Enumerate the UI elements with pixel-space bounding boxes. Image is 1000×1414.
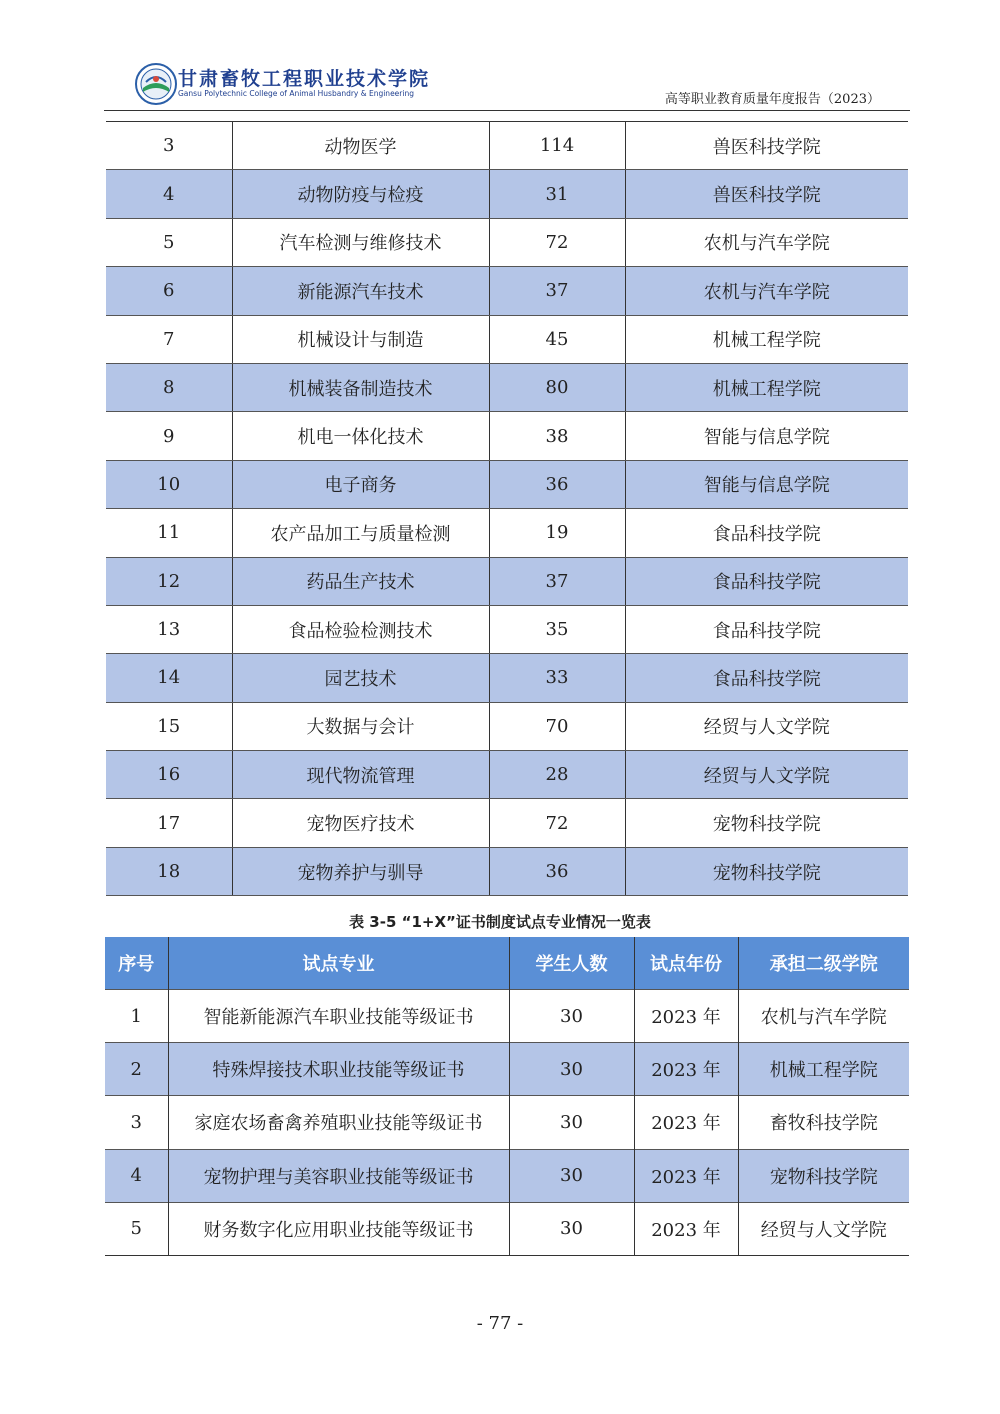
header-no: 序号	[105, 937, 168, 990]
cell-no: 8	[106, 363, 232, 411]
school-english-name: Gansu Polytechnic College of Animal Husbandry & Engineering	[178, 89, 414, 98]
report-title: 高等职业教育质量年度报告（2023）	[664, 92, 880, 107]
cell-major: 财务数字化应用职业技能等级证书	[168, 1202, 509, 1255]
table-row	[106, 315, 908, 363]
cell-students: 30	[509, 1096, 634, 1149]
cell-college: 畜牧科技学院	[738, 1096, 909, 1149]
table-row	[106, 412, 908, 460]
cell-no: 5	[106, 218, 232, 266]
cell-college: 智能与信息学院	[625, 460, 908, 508]
cell-major: 食品检验检测技术	[232, 605, 489, 653]
header-year: 试点年份	[634, 937, 738, 990]
table-row	[106, 605, 908, 653]
table-row	[106, 267, 908, 315]
cell-no: 5	[105, 1202, 168, 1255]
cell-year: 2023 年	[634, 1202, 738, 1255]
cell-college: 食品科技学院	[625, 557, 908, 605]
table-row	[105, 1043, 909, 1096]
cell-students: 30	[509, 1202, 634, 1255]
cell-major: 智能新能源汽车职业技能等级证书	[168, 990, 509, 1043]
cell-college: 机械工程学院	[625, 363, 908, 411]
table-row	[106, 751, 908, 799]
cell-year: 2023 年	[634, 1096, 738, 1149]
table-row	[106, 170, 908, 218]
table-row	[106, 218, 908, 266]
cell-no: 14	[106, 654, 232, 702]
cell-students: 30	[509, 990, 634, 1043]
cell-major: 特殊焊接技术职业技能等级证书	[168, 1043, 509, 1096]
cell-no: 18	[106, 847, 232, 895]
school-logo-icon	[134, 62, 178, 106]
cell-no: 4	[106, 170, 232, 218]
cell-major: 现代物流管理	[232, 751, 489, 799]
cell-no: 3	[106, 122, 232, 170]
page-header	[104, 56, 910, 111]
header-college: 承担二级学院	[738, 937, 909, 990]
table-row	[106, 557, 908, 605]
cell-no: 12	[106, 557, 232, 605]
cell-college: 机械工程学院	[738, 1043, 909, 1096]
table-row	[106, 122, 908, 170]
pilot-majors-table	[105, 937, 909, 1256]
cell-college: 兽医科技学院	[625, 170, 908, 218]
cell-college: 农机与汽车学院	[625, 267, 908, 315]
table-row	[105, 1202, 909, 1255]
cell-major: 家庭农场畜禽养殖职业技能等级证书	[168, 1096, 509, 1149]
cell-no: 16	[106, 751, 232, 799]
cell-major: 宠物养护与驯导	[232, 847, 489, 895]
cell-no: 15	[106, 702, 232, 750]
cell-no: 17	[106, 799, 232, 847]
cell-count: 31	[489, 170, 625, 218]
cell-major: 动物防疫与检疫	[232, 170, 489, 218]
cell-count: 72	[489, 799, 625, 847]
table-row	[106, 654, 908, 702]
cell-year: 2023 年	[634, 1149, 738, 1202]
cell-count: 19	[489, 509, 625, 557]
header-major: 试点专业	[168, 937, 509, 990]
cell-count: 114	[489, 122, 625, 170]
cell-students: 30	[509, 1043, 634, 1096]
cell-count: 28	[489, 751, 625, 799]
cell-count: 36	[489, 847, 625, 895]
table-row	[106, 460, 908, 508]
table-caption: 表 3-5 “1+X”证书制度试点专业情况一览表	[349, 913, 651, 931]
cell-college: 农机与汽车学院	[738, 990, 909, 1043]
cell-count: 45	[489, 315, 625, 363]
cell-count: 70	[489, 702, 625, 750]
cell-count: 33	[489, 654, 625, 702]
cell-college: 经贸与人文学院	[625, 751, 908, 799]
table-row	[105, 1096, 909, 1149]
cell-no: 1	[105, 990, 168, 1043]
cell-no: 10	[106, 460, 232, 508]
cell-college: 经贸与人文学院	[738, 1202, 909, 1255]
cell-college: 经贸与人文学院	[625, 702, 908, 750]
cell-college: 兽医科技学院	[625, 122, 908, 170]
page-number: - 77 -	[476, 1313, 524, 1334]
cell-major: 药品生产技术	[232, 557, 489, 605]
cell-major: 园艺技术	[232, 654, 489, 702]
cell-no: 7	[106, 315, 232, 363]
table-header-row	[105, 937, 909, 990]
table-row	[106, 702, 908, 750]
cell-year: 2023 年	[634, 990, 738, 1043]
cell-major: 动物医学	[232, 122, 489, 170]
cell-college: 食品科技学院	[625, 654, 908, 702]
cell-no: 11	[106, 509, 232, 557]
cell-college: 宠物科技学院	[625, 847, 908, 895]
table-row	[106, 363, 908, 411]
header-students: 学生人数	[509, 937, 634, 990]
cell-year: 2023 年	[634, 1043, 738, 1096]
cell-no: 13	[106, 605, 232, 653]
cell-college: 机械工程学院	[625, 315, 908, 363]
table-row	[106, 799, 908, 847]
cell-no: 9	[106, 412, 232, 460]
school-name: 甘肃畜牧工程职业技术学院	[178, 68, 431, 90]
cell-no: 2	[105, 1043, 168, 1096]
cell-count: 80	[489, 363, 625, 411]
cell-students: 30	[509, 1149, 634, 1202]
cell-major: 农产品加工与质量检测	[232, 509, 489, 557]
cell-major: 机械设计与制造	[232, 315, 489, 363]
cell-count: 38	[489, 412, 625, 460]
cell-major: 机电一体化技术	[232, 412, 489, 460]
cell-no: 6	[106, 267, 232, 315]
cell-count: 72	[489, 218, 625, 266]
cell-college: 智能与信息学院	[625, 412, 908, 460]
cell-college: 农机与汽车学院	[625, 218, 908, 266]
cell-count: 37	[489, 557, 625, 605]
cell-major: 新能源汽车技术	[232, 267, 489, 315]
cell-count: 37	[489, 267, 625, 315]
table-row	[105, 990, 909, 1043]
cell-major: 宠物护理与美容职业技能等级证书	[168, 1149, 509, 1202]
cell-college: 食品科技学院	[625, 509, 908, 557]
cell-count: 36	[489, 460, 625, 508]
cell-major: 机械装备制造技术	[232, 363, 489, 411]
table-row	[106, 509, 908, 557]
table-row	[106, 847, 908, 895]
cell-major: 大数据与会计	[232, 702, 489, 750]
majors-table	[106, 121, 908, 896]
table-row	[105, 1149, 909, 1202]
cell-no: 3	[105, 1096, 168, 1149]
cell-college: 宠物科技学院	[625, 799, 908, 847]
cell-college: 宠物科技学院	[738, 1149, 909, 1202]
cell-major: 汽车检测与维修技术	[232, 218, 489, 266]
cell-count: 35	[489, 605, 625, 653]
cell-major: 电子商务	[232, 460, 489, 508]
cell-major: 宠物医疗技术	[232, 799, 489, 847]
cell-no: 4	[105, 1149, 168, 1202]
cell-college: 食品科技学院	[625, 605, 908, 653]
